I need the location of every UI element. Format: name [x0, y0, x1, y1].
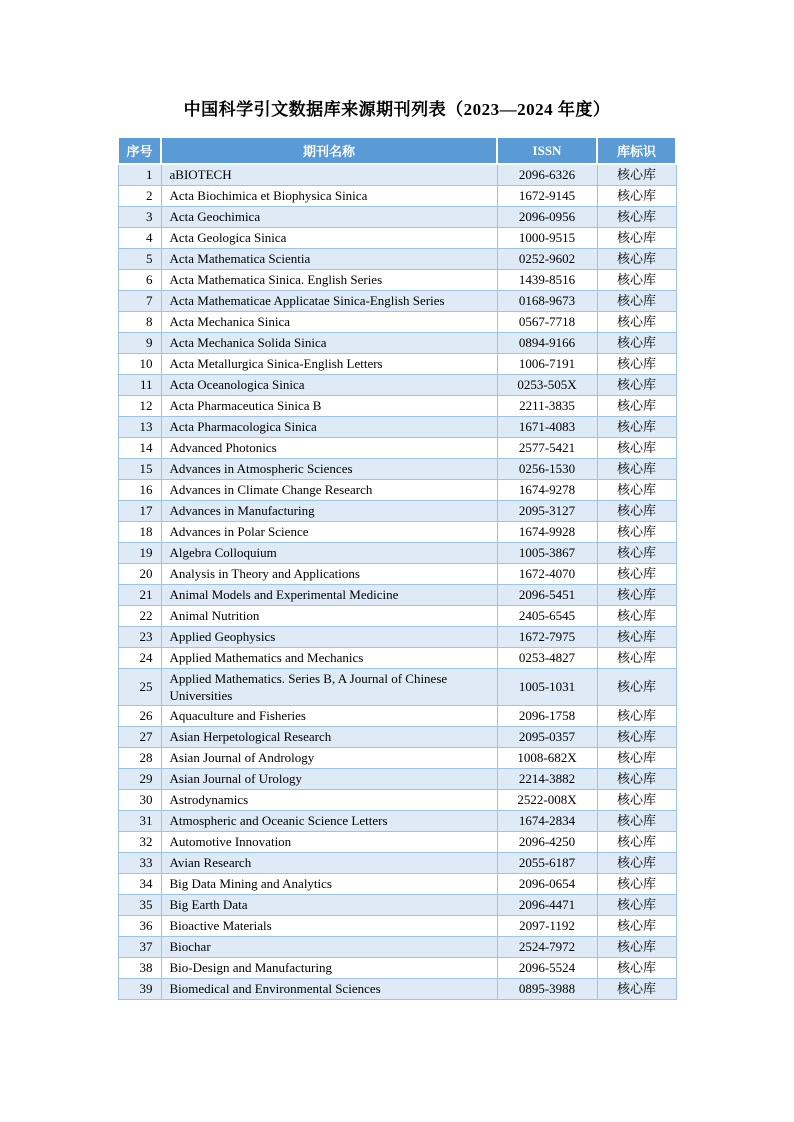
issn-cell: 2211-3835	[497, 395, 597, 416]
journal-name-cell: Acta Pharmacologica Sinica	[161, 416, 497, 437]
journal-name-cell: Aquaculture and Fisheries	[161, 705, 497, 726]
column-header-issn: ISSN	[497, 137, 597, 164]
database-tag-cell: 核心库	[597, 227, 676, 248]
journal-name-cell: Acta Geochimica	[161, 206, 497, 227]
table-row	[118, 726, 676, 747]
database-tag-cell: 核心库	[597, 164, 676, 185]
database-tag-cell: 核心库	[597, 810, 676, 831]
row-number-cell: 18	[118, 521, 161, 542]
database-tag-cell: 核心库	[597, 873, 676, 894]
journal-name-cell: Biomedical and Environmental Sciences	[161, 978, 497, 999]
issn-cell: 1671-4083	[497, 416, 597, 437]
database-tag-cell: 核心库	[597, 395, 676, 416]
issn-cell: 1674-2834	[497, 810, 597, 831]
table-row	[118, 605, 676, 626]
table-row	[118, 332, 676, 353]
row-number-cell: 27	[118, 726, 161, 747]
database-tag-cell: 核心库	[597, 311, 676, 332]
database-tag-cell: 核心库	[597, 290, 676, 311]
issn-cell: 2096-0956	[497, 206, 597, 227]
table-row	[118, 479, 676, 500]
table-row	[118, 894, 676, 915]
issn-cell: 1005-3867	[497, 542, 597, 563]
issn-cell: 2095-0357	[497, 726, 597, 747]
journal-name-cell: Advances in Climate Change Research	[161, 479, 497, 500]
journal-name-cell: Animal Models and Experimental Medicine	[161, 584, 497, 605]
table-row	[118, 978, 676, 999]
row-number-cell: 10	[118, 353, 161, 374]
issn-cell: 1006-7191	[497, 353, 597, 374]
issn-cell: 1439-8516	[497, 269, 597, 290]
issn-cell: 0253-4827	[497, 647, 597, 668]
row-number-cell: 34	[118, 873, 161, 894]
issn-cell: 2097-1192	[497, 915, 597, 936]
journal-name-cell: Analysis in Theory and Applications	[161, 563, 497, 584]
issn-cell: 2405-6545	[497, 605, 597, 626]
table-row	[118, 957, 676, 978]
column-header-number: 序号	[118, 137, 161, 164]
issn-cell: 2096-0654	[497, 873, 597, 894]
row-number-cell: 39	[118, 978, 161, 999]
table-row	[118, 416, 676, 437]
issn-cell: 2524-7972	[497, 936, 597, 957]
table-row	[118, 563, 676, 584]
issn-cell: 0567-7718	[497, 311, 597, 332]
database-tag-cell: 核心库	[597, 726, 676, 747]
journal-name-cell: Acta Mathematica Scientia	[161, 248, 497, 269]
issn-cell: 2577-5421	[497, 437, 597, 458]
table-row	[118, 500, 676, 521]
journal-name-cell: Acta Mechanica Solida Sinica	[161, 332, 497, 353]
journal-table-header	[118, 137, 676, 164]
issn-cell: 1005-1031	[497, 668, 597, 705]
issn-cell: 1008-682X	[497, 747, 597, 768]
row-number-cell: 9	[118, 332, 161, 353]
issn-cell: 1674-9278	[497, 479, 597, 500]
table-row	[118, 542, 676, 563]
row-number-cell: 1	[118, 164, 161, 185]
table-row	[118, 873, 676, 894]
table-row	[118, 626, 676, 647]
database-tag-cell: 核心库	[597, 332, 676, 353]
table-row	[118, 395, 676, 416]
table-row	[118, 831, 676, 852]
row-number-cell: 16	[118, 479, 161, 500]
database-tag-cell: 核心库	[597, 894, 676, 915]
table-row	[118, 584, 676, 605]
journal-name-cell: Acta Mathematica Sinica. English Series	[161, 269, 497, 290]
journal-name-cell: Advances in Atmospheric Sciences	[161, 458, 497, 479]
database-tag-cell: 核心库	[597, 957, 676, 978]
issn-cell: 2096-6326	[497, 164, 597, 185]
table-row	[118, 227, 676, 248]
journal-table	[117, 136, 677, 1000]
database-tag-cell: 核心库	[597, 584, 676, 605]
database-tag-cell: 核心库	[597, 563, 676, 584]
database-tag-cell: 核心库	[597, 852, 676, 873]
row-number-cell: 12	[118, 395, 161, 416]
row-number-cell: 23	[118, 626, 161, 647]
table-row	[118, 747, 676, 768]
row-number-cell: 22	[118, 605, 161, 626]
journal-name-cell: Animal Nutrition	[161, 605, 497, 626]
row-number-cell: 31	[118, 810, 161, 831]
row-number-cell: 36	[118, 915, 161, 936]
database-tag-cell: 核心库	[597, 521, 676, 542]
journal-name-cell: Acta Oceanologica Sinica	[161, 374, 497, 395]
row-number-cell: 13	[118, 416, 161, 437]
issn-cell: 1672-4070	[497, 563, 597, 584]
row-number-cell: 19	[118, 542, 161, 563]
row-number-cell: 35	[118, 894, 161, 915]
issn-cell: 1674-9928	[497, 521, 597, 542]
issn-cell: 0252-9602	[497, 248, 597, 269]
database-tag-cell: 核心库	[597, 269, 676, 290]
journal-name-cell: Avian Research	[161, 852, 497, 873]
database-tag-cell: 核心库	[597, 915, 676, 936]
row-number-cell: 25	[118, 668, 161, 705]
row-number-cell: 29	[118, 768, 161, 789]
issn-cell: 2055-6187	[497, 852, 597, 873]
table-row	[118, 915, 676, 936]
table-row	[118, 768, 676, 789]
row-number-cell: 4	[118, 227, 161, 248]
issn-cell: 1000-9515	[497, 227, 597, 248]
table-row	[118, 311, 676, 332]
database-tag-cell: 核心库	[597, 206, 676, 227]
journal-name-cell: Asian Herpetological Research	[161, 726, 497, 747]
table-row	[118, 458, 676, 479]
journal-name-cell: Asian Journal of Andrology	[161, 747, 497, 768]
table-row	[118, 668, 676, 705]
database-tag-cell: 核心库	[597, 458, 676, 479]
row-number-cell: 11	[118, 374, 161, 395]
table-row	[118, 353, 676, 374]
issn-cell: 2096-4250	[497, 831, 597, 852]
database-tag-cell: 核心库	[597, 831, 676, 852]
database-tag-cell: 核心库	[597, 542, 676, 563]
column-header-database: 库标识	[597, 137, 676, 164]
row-number-cell: 3	[118, 206, 161, 227]
table-row	[118, 705, 676, 726]
journal-name-cell: Acta Biochimica et Biophysica Sinica	[161, 185, 497, 206]
database-tag-cell: 核心库	[597, 936, 676, 957]
journal-name-cell: Acta Pharmaceutica Sinica B	[161, 395, 497, 416]
journal-name-cell: Acta Mechanica Sinica	[161, 311, 497, 332]
table-row	[118, 936, 676, 957]
database-tag-cell: 核心库	[597, 789, 676, 810]
row-number-cell: 5	[118, 248, 161, 269]
journal-name-cell: Applied Mathematics. Series B, A Journal of Chinese Universities	[161, 668, 497, 705]
table-row	[118, 164, 676, 185]
row-number-cell: 24	[118, 647, 161, 668]
journal-name-cell: Asian Journal of Urology	[161, 768, 497, 789]
table-row	[118, 206, 676, 227]
database-tag-cell: 核心库	[597, 248, 676, 269]
page-title: 中国科学引文数据库来源期刊列表（2023—2024 年度）	[183, 100, 611, 119]
database-tag-cell: 核心库	[597, 705, 676, 726]
database-tag-cell: 核心库	[597, 605, 676, 626]
row-number-cell: 30	[118, 789, 161, 810]
table-row	[118, 810, 676, 831]
journal-name-cell: Acta Geologica Sinica	[161, 227, 497, 248]
journal-name-cell: Advances in Manufacturing	[161, 500, 497, 521]
journal-name-cell: Big Data Mining and Analytics	[161, 873, 497, 894]
issn-cell: 1672-7975	[497, 626, 597, 647]
journal-name-cell: Advances in Polar Science	[161, 521, 497, 542]
issn-cell: 2096-1758	[497, 705, 597, 726]
journal-name-cell: Big Earth Data	[161, 894, 497, 915]
table-row	[118, 290, 676, 311]
row-number-cell: 26	[118, 705, 161, 726]
table-row	[118, 789, 676, 810]
row-number-cell: 8	[118, 311, 161, 332]
issn-cell: 2214-3882	[497, 768, 597, 789]
database-tag-cell: 核心库	[597, 185, 676, 206]
database-tag-cell: 核心库	[597, 416, 676, 437]
journal-name-cell: Atmospheric and Oceanic Science Letters	[161, 810, 497, 831]
row-number-cell: 2	[118, 185, 161, 206]
database-tag-cell: 核心库	[597, 647, 676, 668]
database-tag-cell: 核心库	[597, 374, 676, 395]
row-number-cell: 21	[118, 584, 161, 605]
row-number-cell: 37	[118, 936, 161, 957]
database-tag-cell: 核心库	[597, 768, 676, 789]
issn-cell: 0253-505X	[497, 374, 597, 395]
row-number-cell: 14	[118, 437, 161, 458]
journal-name-cell: Bioactive Materials	[161, 915, 497, 936]
journal-name-cell: Applied Geophysics	[161, 626, 497, 647]
table-row	[118, 185, 676, 206]
issn-cell: 1672-9145	[497, 185, 597, 206]
header-row	[118, 137, 676, 164]
row-number-cell: 32	[118, 831, 161, 852]
table-row	[118, 374, 676, 395]
row-number-cell: 7	[118, 290, 161, 311]
row-number-cell: 15	[118, 458, 161, 479]
table-row	[118, 269, 676, 290]
database-tag-cell: 核心库	[597, 353, 676, 374]
issn-cell: 0894-9166	[497, 332, 597, 353]
journal-name-cell: aBIOTECH	[161, 164, 497, 185]
issn-cell: 2096-5451	[497, 584, 597, 605]
journal-name-cell: Applied Mathematics and Mechanics	[161, 647, 497, 668]
row-number-cell: 33	[118, 852, 161, 873]
table-row	[118, 521, 676, 542]
journal-name-cell: Automotive Innovation	[161, 831, 497, 852]
issn-cell: 2096-5524	[497, 957, 597, 978]
issn-cell: 0256-1530	[497, 458, 597, 479]
database-tag-cell: 核心库	[597, 479, 676, 500]
issn-cell: 2096-4471	[497, 894, 597, 915]
journal-name-cell: Acta Mathematicae Applicatae Sinica-English Series	[161, 290, 497, 311]
journal-name-cell: Astrodynamics	[161, 789, 497, 810]
database-tag-cell: 核心库	[597, 668, 676, 705]
issn-cell: 2522-008X	[497, 789, 597, 810]
row-number-cell: 28	[118, 747, 161, 768]
journal-name-cell: Bio-Design and Manufacturing	[161, 957, 497, 978]
journal-name-cell: Biochar	[161, 936, 497, 957]
table-row	[118, 647, 676, 668]
journal-table-body	[118, 164, 676, 999]
journal-name-cell: Algebra Colloquium	[161, 542, 497, 563]
table-row	[118, 852, 676, 873]
issn-cell: 0895-3988	[497, 978, 597, 999]
table-row	[118, 248, 676, 269]
database-tag-cell: 核心库	[597, 500, 676, 521]
issn-cell: 0168-9673	[497, 290, 597, 311]
row-number-cell: 17	[118, 500, 161, 521]
table-row	[118, 437, 676, 458]
database-tag-cell: 核心库	[597, 626, 676, 647]
journal-name-cell: Acta Metallurgica Sinica-English Letters	[161, 353, 497, 374]
row-number-cell: 6	[118, 269, 161, 290]
database-tag-cell: 核心库	[597, 747, 676, 768]
journal-name-cell: Advanced Photonics	[161, 437, 497, 458]
row-number-cell: 20	[118, 563, 161, 584]
database-tag-cell: 核心库	[597, 437, 676, 458]
column-header-journal: 期刊名称	[161, 137, 497, 164]
row-number-cell: 38	[118, 957, 161, 978]
issn-cell: 2095-3127	[497, 500, 597, 521]
database-tag-cell: 核心库	[597, 978, 676, 999]
